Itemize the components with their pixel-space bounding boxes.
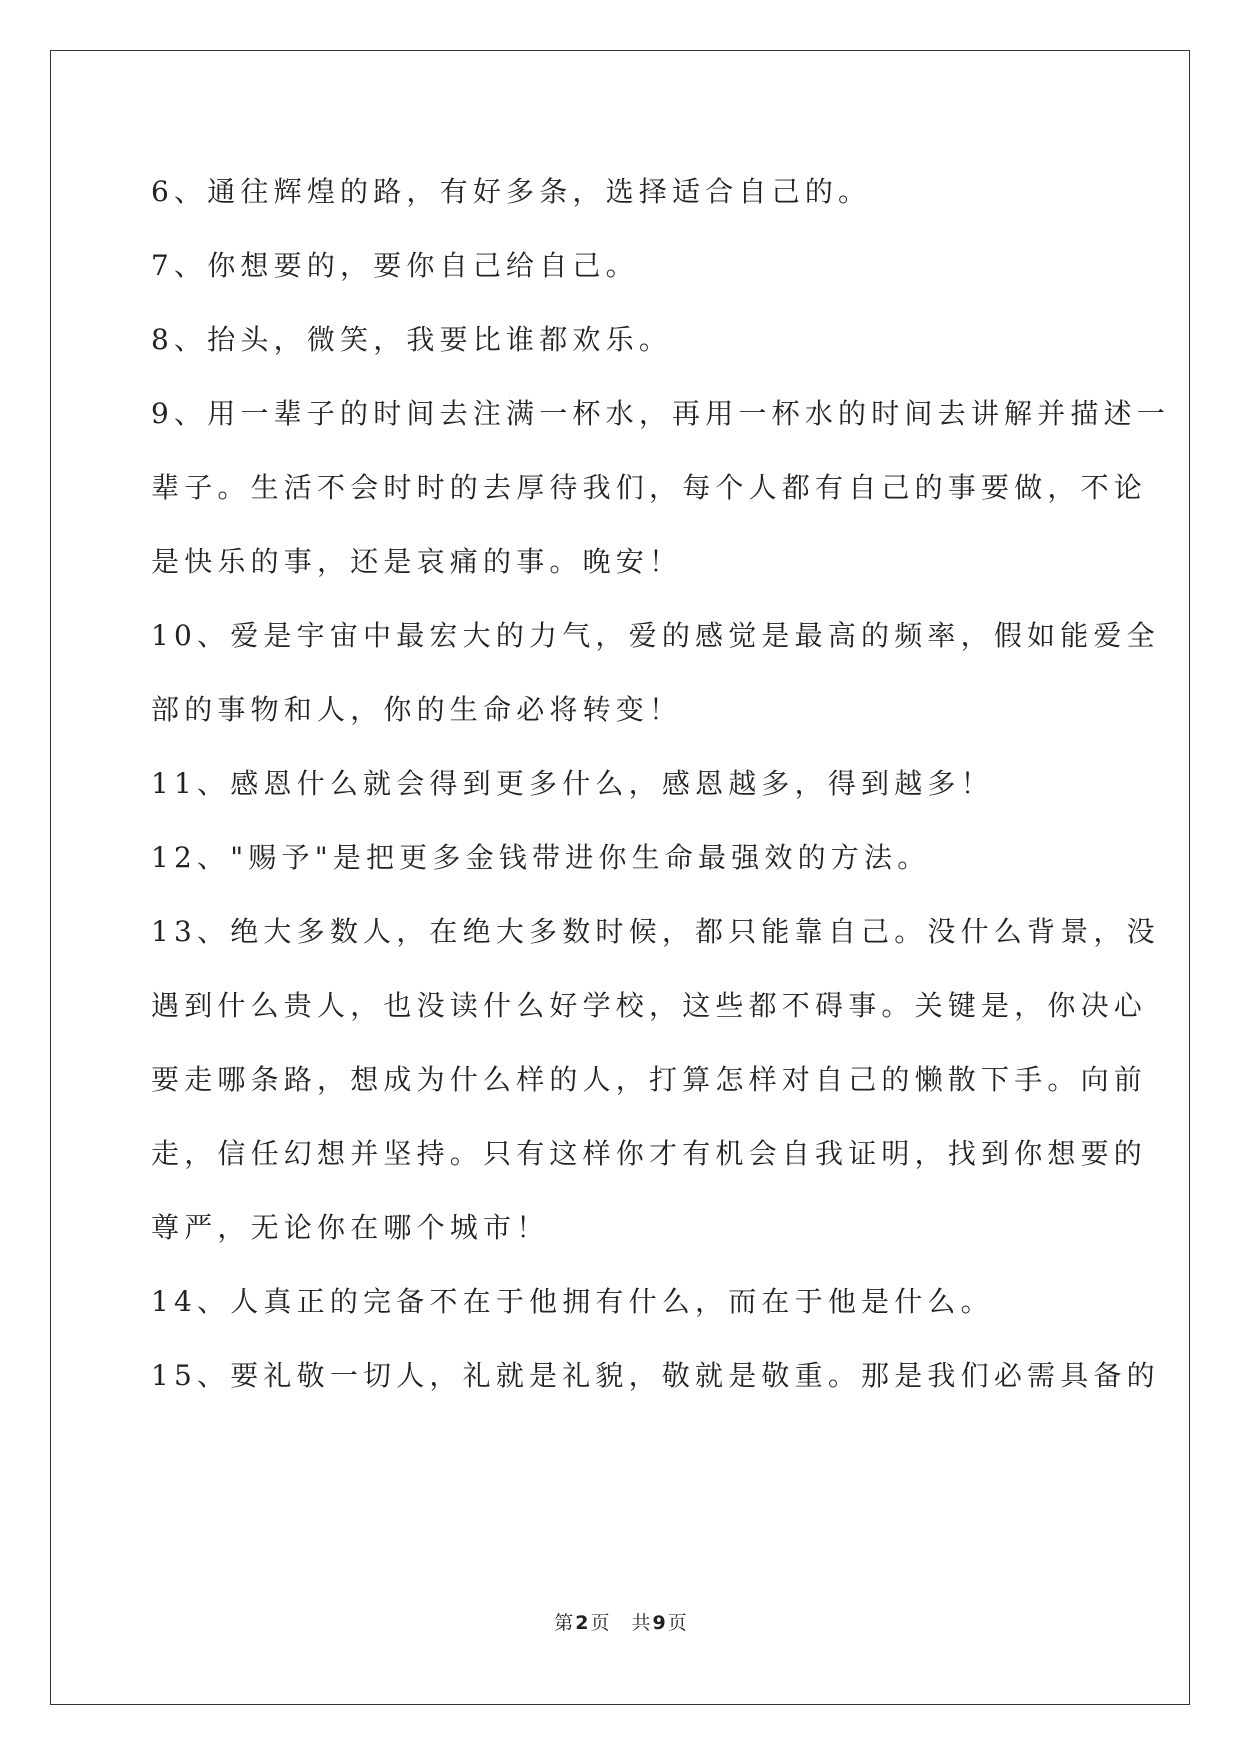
text-line: 11、感恩什么就会得到更多什么，感恩越多，得到越多！ bbox=[151, 767, 994, 800]
text-line: 6、通往辉煌的路，有好多条，选择适合自己的。 bbox=[151, 175, 872, 208]
page-total: 9 bbox=[652, 1612, 666, 1634]
text-line: 8、抬头，微笑，我要比谁都欢乐。 bbox=[151, 323, 673, 356]
text-line: 7、你想要的，要你自己给自己。 bbox=[151, 249, 639, 282]
text-line: 15、要礼敬一切人，礼就是礼貌，敬就是敬重。那是我们必需具备的 bbox=[151, 1359, 1160, 1392]
text-line: 是快乐的事，还是哀痛的事。晚安！ bbox=[151, 545, 683, 578]
text-line: 9、用一辈子的时间去注满一杯水，再用一杯水的时间去讲解并描述一 bbox=[151, 397, 1171, 430]
text-line: 12、"赐予"是把更多金钱带进你生命最强效的方法。 bbox=[151, 841, 931, 874]
text-line: 部的事物和人，你的生命必将转变！ bbox=[151, 693, 683, 726]
text-line: 尊严，无论你在哪个城市！ bbox=[151, 1211, 550, 1244]
total-suffix: 页 bbox=[667, 1612, 687, 1634]
page-prefix: 第 bbox=[554, 1612, 574, 1634]
total-prefix: 共 bbox=[631, 1612, 651, 1634]
text-line: 要走哪条路，想成为什么样的人，打算怎样对自己的懒散下手。向前 bbox=[151, 1063, 1148, 1096]
page-suffix: 页 bbox=[590, 1612, 610, 1634]
page-current: 2 bbox=[575, 1612, 589, 1634]
text-line: 10、爱是宇宙中最宏大的力气，爱的感觉是最高的频率，假如能爱全 bbox=[151, 619, 1160, 652]
text-line: 13、绝大多数人，在绝大多数时候，都只能靠自己。没什么背景，没 bbox=[151, 915, 1160, 948]
text-line: 辈子。生活不会时时的去厚待我们，每个人都有自己的事要做，不论 bbox=[151, 471, 1148, 504]
text-line: 走，信任幻想并坚持。只有这样你才有机会自我证明，找到你想要的 bbox=[151, 1137, 1148, 1170]
text-line: 14、人真正的完备不在于他拥有什么，而在于他是什么。 bbox=[151, 1285, 994, 1318]
page-footer bbox=[0, 1611, 1241, 1635]
text-line: 遇到什么贵人，也没读什么好学校，这些都不碍事。关键是，你决心 bbox=[151, 989, 1148, 1022]
